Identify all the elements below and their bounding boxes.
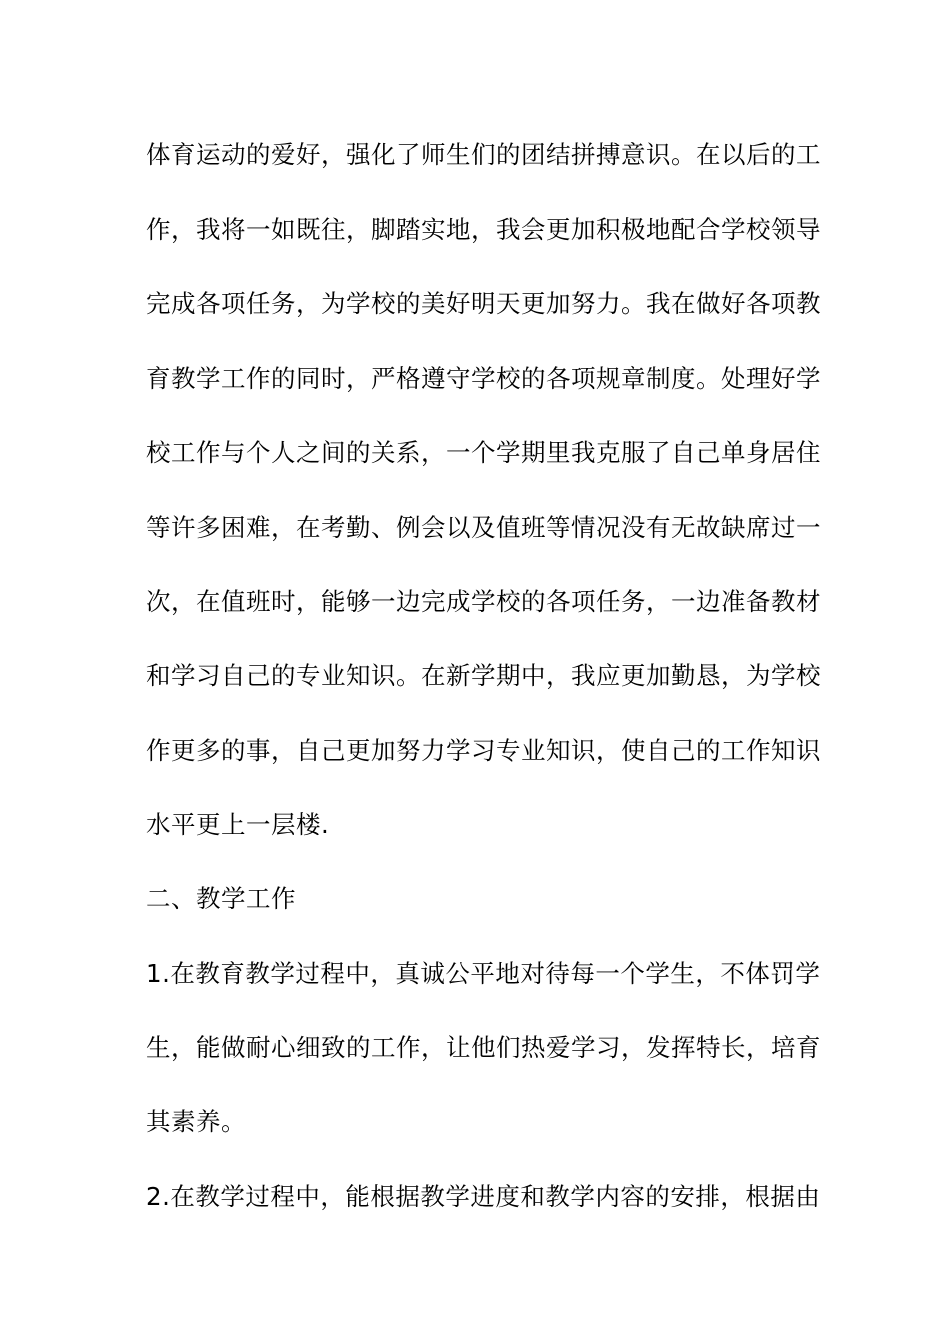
body-text-line: 体育运动的爱好，强化了师生们的团结拼搏意识。在以后的工 <box>146 140 821 169</box>
section-heading: 二、教学工作 <box>146 884 296 913</box>
body-text-line: 完成各项任务，为学校的美好明天更加努力。我在做好各项教 <box>146 289 821 318</box>
body-text-line: 2.在教学过程中，能根据教学进度和教学内容的安排，根据由 <box>146 1182 821 1211</box>
body-text-line: 育教学工作的同时，严格遵守学校的各项规章制度。处理好学 <box>146 364 821 393</box>
body-text-line: 作，我将一如既往，脚踏实地，我会更加积极地配合学校领导 <box>146 215 821 244</box>
body-text-line: 生，能做耐心细致的工作，让他们热爱学习，发挥特长，培育 <box>146 1033 821 1062</box>
body-text-line: 1.在教育教学过程中，真诚公平地对待每一个学生，不体罚学 <box>146 959 821 988</box>
body-text-line: 校工作与个人之间的关系，一个学期里我克服了自己单身居住 <box>146 438 821 467</box>
body-text-line: 其素养。 <box>146 1107 246 1136</box>
body-text-line: 等许多困难，在考勤、例会以及值班等情况没有无故缺席过一 <box>146 513 821 542</box>
body-text-line: 次，在值班时，能够一边完成学校的各项任务，一边准备教材 <box>146 587 821 616</box>
body-text-line: 和学习自己的专业知识。在新学期中，我应更加勤恳，为学校 <box>146 661 821 690</box>
body-text-line: 作更多的事，自己更加努力学习专业知识，使自己的工作知识 <box>146 736 821 765</box>
body-text-line: 水平更上一层楼. <box>146 810 330 839</box>
